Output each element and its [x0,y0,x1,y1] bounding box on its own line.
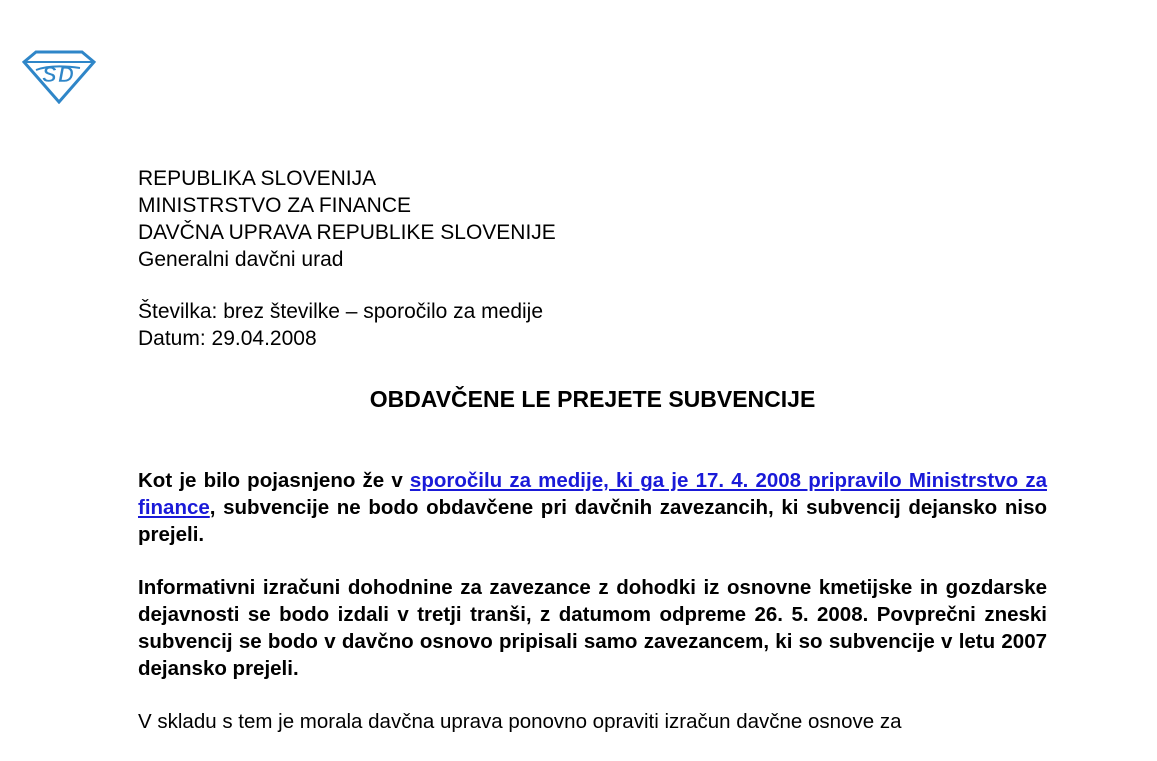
document-number: Številka: brez številke – sporočilo za medije [138,300,544,323]
letterhead-office: Generalni davčni urad [138,248,344,271]
paragraph-1-intro: Kot je bilo pojasnjeno že v [138,469,410,492]
paragraph-2: Informativni izračuni dohodnine za zavezance z dohodki iz osnovne kmetijske in gozdarske dejavnosti se bodo izdali v tretji tranši, z datumom odpreme 26. 5. 2008. Povprečni zneski subvencij se bodo v davčno osnovo pripisali samo zavezancem, ki so subvencije v letu 2007 dejansko prejeli. [138,576,1047,680]
svg-text:S: S [42,62,57,87]
document-meta [138,298,543,352]
document-body [138,467,1047,761]
letterhead-republic: REPUBLIKA SLOVENIJA [138,167,377,190]
logo [22,50,96,104]
paragraph-1-rest: , subvencije ne bodo obdavčene pri davčnih zavezancih, ki subvencij dejansko niso prejeli. [138,496,1047,546]
paragraph-1 [138,467,1047,548]
press-release-link[interactable]: sporočilu za medije, ki ga je 17. 4. 2008 pripravilo Ministrstvo za finance [138,469,1047,519]
svg-text:D: D [58,62,74,87]
letterhead [138,165,556,273]
letterhead-tax-administration: DAVČNA UPRAVA REPUBLIKE SLOVENIJE [138,221,556,244]
document-date: Datum: 29.04.2008 [138,327,317,350]
paragraph-3: V skladu s tem je morala davčna uprava ponovno opraviti izračun davčne osnove za [138,710,902,733]
letterhead-ministry: MINISTRSTVO ZA FINANCE [138,194,412,217]
document-title: OBDAVČENE LE PREJETE SUBVENCIJE [369,386,816,412]
diamond-sd-logo-icon [22,50,96,104]
